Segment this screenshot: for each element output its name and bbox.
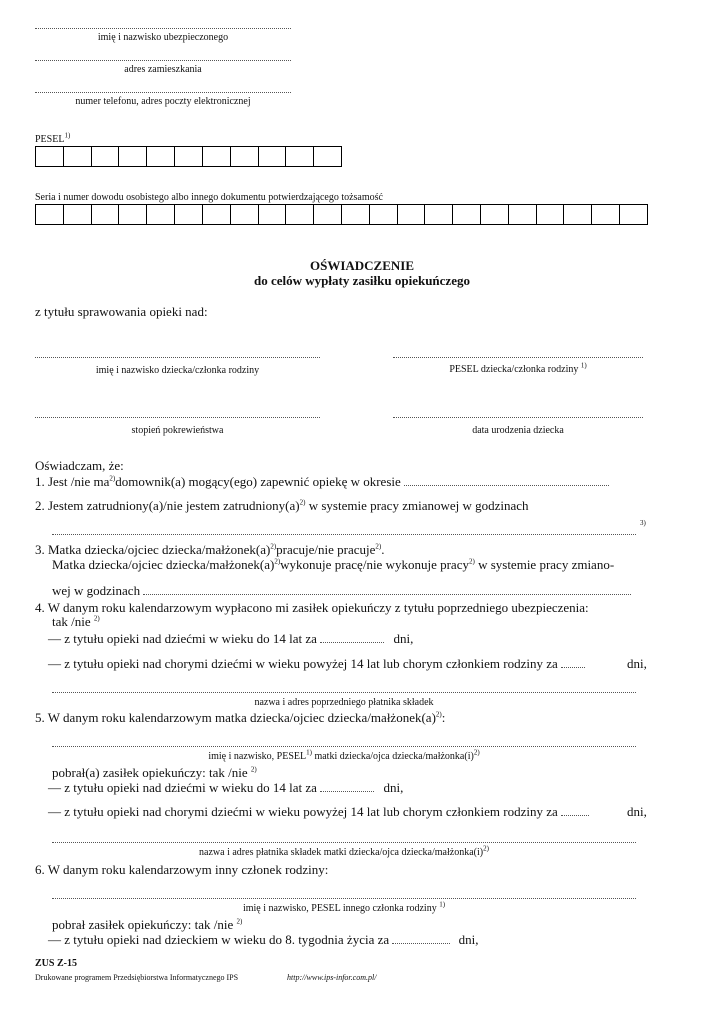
contact-label: numer telefonu, adres poczty elektronicznej	[75, 96, 251, 107]
point-2: 2. Jestem zatrudniony(a)/nie jestem $zatrudniony(a)^{2)}$ w systemie pracy zmianowej w godzinach	[35, 498, 529, 513]
p5-children-days-field[interactable]	[320, 791, 374, 792]
pesel-label: PESEL$^{1)}$	[35, 131, 71, 145]
address-line[interactable]	[35, 60, 291, 61]
point-6-newborn: — z tytułu opieki nad dzieckiem w wieku do 8. tygodnia życia za dni,	[48, 932, 479, 947]
point-5-days-label: dni,	[627, 804, 647, 819]
pesel-grid[interactable]	[35, 146, 342, 167]
id-document-label: Seria i numer dowodu osobistego albo innego dokumentu potwierdzającego tożsamość	[35, 192, 383, 203]
point-1: 1. Jest /nie $ma^{2)}domownik(a)$ mogący(ego) zapewnić opiekę w okresie	[35, 474, 609, 490]
point-3: 3. Matka dziecka/ojciec dziecka/$małżonek(a)^{2)}pracuje$/nie pracuje$^{2)}$.	[35, 542, 385, 557]
p5-payer-label: nazwa i adres płatnika składek matki dziecka/ojca dziecka/$małżonka(i)^{2)}$	[199, 844, 489, 858]
birth-date-line[interactable]	[393, 417, 643, 418]
p5-person-line[interactable]	[52, 746, 636, 747]
p4-sick-days-field[interactable]	[561, 667, 585, 668]
child-name-line[interactable]	[35, 357, 320, 358]
care-period-field[interactable]	[404, 485, 609, 486]
relation-line[interactable]	[35, 417, 320, 418]
point-3-line-2: Matka dziecka/ojciec dziecka/$małżonek(a)^{2)}wykonuje$ pracę/nie wykonuje pracy$^{2)}$ w systemie pracy zmiano-	[52, 557, 615, 572]
shift-hours-line[interactable]	[52, 534, 636, 535]
point-4-sick-children: — z tytułu opieki nad chorymi dziećmi w wieku powyżej 14 lat lub chorym członkiem rodziny za	[48, 656, 585, 672]
insured-name-line[interactable]	[35, 28, 291, 29]
point-5-children-14: — z tytułu opieki nad dziećmi w wieku do 14 lat za dni,	[48, 780, 404, 795]
point-4-days-label: dni,	[627, 656, 647, 671]
p4-payer-label: nazwa i adres poprzedniego płatnika składek	[254, 697, 434, 708]
birth-date-label: data urodzenia dziecka	[472, 425, 564, 436]
p6-person-line[interactable]	[52, 898, 636, 899]
page-title: OŚWIADCZENIE	[309, 258, 415, 273]
point-4-yes-no: tak /nie $^{2)}$	[52, 614, 100, 629]
point-6-yes-no: pobrał zasiłek opiekuńczy: tak /nie $^{2)}$	[52, 917, 243, 932]
point-5-yes-no: pobrał(a) zasiłek opiekuńczy: tak /nie $^{2)}$	[52, 765, 257, 780]
p5-sick-days-field[interactable]	[561, 815, 589, 816]
child-name-label: imię i nazwisko dziecka/członka rodziny	[95, 365, 260, 376]
point-5-sick-children: — z tytułu opieki nad chorymi dziećmi w wieku powyżej 14 lat lub chorym członkiem rodziny za	[48, 804, 589, 820]
insured-name-label: imię i nazwisko ubezpieczonego	[97, 32, 229, 43]
declare-text: Oświadczam, że:	[35, 458, 124, 473]
p4-payer-line[interactable]	[52, 692, 636, 693]
p6-days-field[interactable]	[392, 943, 450, 944]
point-4-children-14: — z tytułu opieki nad dziećmi w wieku do 14 lat za dni,	[48, 631, 414, 646]
address-label: adres zamieszkania	[124, 64, 202, 75]
note-3: 3)	[640, 519, 646, 527]
point-3-line-3: wej w godzinach	[52, 583, 631, 599]
relation-label: stopień pokrewieństwa	[131, 425, 224, 436]
point-6: 6. W danym roku kalendarzowym inny członek rodziny:	[35, 862, 329, 877]
contact-line[interactable]	[35, 92, 291, 93]
p6-person-label: imię i nazwisko, PESEL innego członka rodziny $^{1)}$	[242, 900, 446, 914]
spouse-hours-field[interactable]	[143, 594, 631, 595]
point-5: 5. W danym roku kalendarzowym matka dziecka/ojciec dziecka/$małżonek(a)^{2)}$:	[35, 710, 446, 725]
printed-by: Drukowane programem Przedsiębiorstwa Informatycznego IPS	[35, 973, 239, 982]
form-code: ZUS Z-15	[35, 958, 77, 969]
child-pesel-line[interactable]	[393, 357, 643, 358]
page-subtitle: do celów wypłaty zasiłku opiekuńczego	[254, 273, 470, 288]
point-4: 4. W danym roku kalendarzowym wypłacono mi zasiłek opiekuńczy z tytułu poprzedniego ubezpieczenia:	[35, 600, 589, 615]
p5-payer-line[interactable]	[52, 842, 636, 843]
intro-text: z tytułu sprawowania opieki nad:	[35, 304, 208, 319]
p5-person-label: imię i nazwisko, PESEL$^{1)}$ matki dziecka/ojca dziecka/$małżonka(i)^{2)}$	[208, 748, 480, 762]
id-document-grid[interactable]	[35, 204, 648, 225]
footer-url[interactable]: http://www.ips-infor.com.pl/	[287, 973, 377, 982]
p4-children-days-field[interactable]	[320, 642, 384, 643]
child-pesel-label: PESEL dziecka/członka rodziny $^{1)}$	[449, 361, 587, 375]
